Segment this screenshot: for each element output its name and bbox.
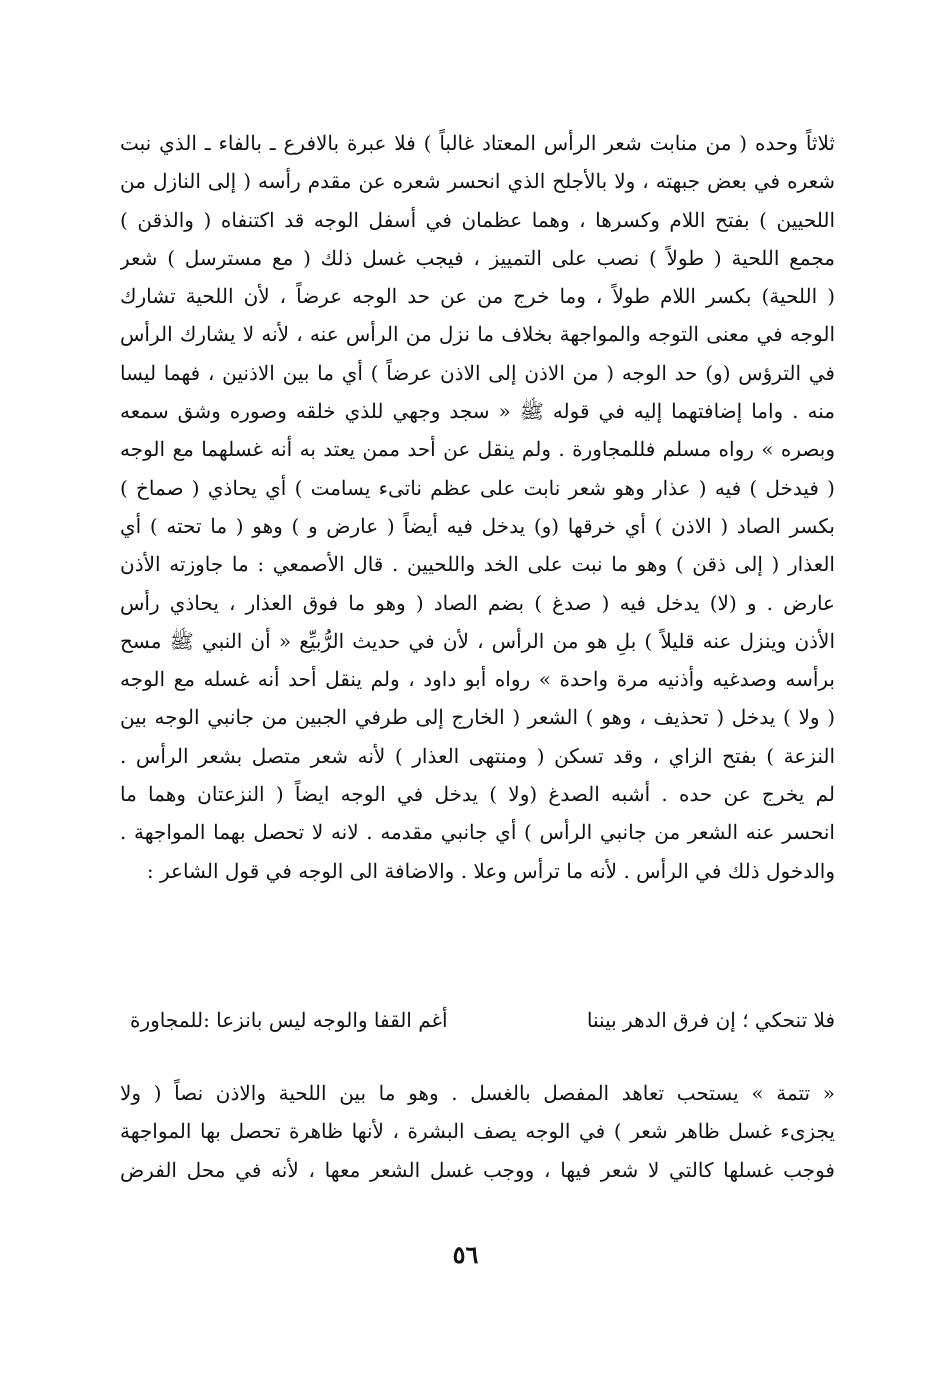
text-line: الأذن وينزل عنه قليلاً ) بلِ هو من الرأس ، لأن في حديث الرُّبيِّع « أن النبي ﷺ مسح (120, 628, 835, 653)
text-line: اللحيين ) بفتح اللام وكسرها ، وهما عظمان في أسفل الوجه قد اكتنفاه ( والذقن ) (120, 207, 835, 232)
text-line: ثلاثاً وحده ( من منابت شعر الرأس المعتاد غالباً ) فلا عبرة بالافرع ـ بالفاء ـ الذي نبت (120, 131, 835, 155)
text-line: شعره في بعض جبهته ، ولا بالأجلح الذي انحسر شعره عن مقدم رأسه ( إلى النازل من (120, 169, 835, 194)
verse-second-hemistich: أغم القفا والوجه ليس بانزعا :للمجاورة (130, 1008, 448, 1032)
poetry-verse (120, 1000, 835, 1040)
text-line: وبصره » رواه مسلم فللمجاورة . ولم ينقل عن أحد ممن يعتد به أنه غسلهما مع الوجه (120, 437, 835, 462)
text-line: العذار ( إلى ذقن ) وهو ما نبت على الخد واللحيين . قال الأصمعي : ما جاوزته الأذن (120, 552, 835, 577)
verse-first-hemistich: فلا تنحكي ؛ إن فرق الدهر بيننا (586, 1008, 835, 1032)
text-line: فوجب غسلها كالتي لا شعر فيها ، ووجب غسل الشعر معها ، لأنه في محل الفرض (120, 1157, 835, 1182)
text-line: والدخول ذلك في الرأس . لأنه ما ترأس وعلا . والاضافة الى الوجه في قول الشاعر : (146, 858, 835, 883)
text-line: يجزىء غسل ظاهر شعر ) في الوجه يصف البشرة ، لأنها ظاهرة تحصل بها المواجهة (120, 1119, 835, 1144)
text-line: لم يخرج عن حده . أشبه الصدغ (ولا ) يدخل في الوجه ايضاً ( النزعتان وهما ما (120, 782, 835, 807)
text-line: عارض . و (لا) يدخل فيه ( صدغ ) بضم الصاد ( وهو ما فوق العذار ، يحاذي رأس (120, 590, 835, 615)
page-number: ٥٦ (452, 1240, 479, 1269)
supplement-paragraph (120, 1074, 835, 1189)
text-line: « تتمة » يستحب تعاهد المفصل بالغسل . وهو ما بين اللحية والاذن نصاً ( ولا (120, 1081, 835, 1105)
text-line: مجمع اللحية ( طولاً ) نصب على التمييز ، فيجب غسل ذلك ( مع مسترسل ) شعر (120, 245, 835, 270)
text-line: الوجه في معنى التوجه والمواجهة بخلاف ما نزل من الرأس عنه ، لأنه لا يشارك الرأس (120, 322, 835, 347)
text-line: بكسر الصاد ( الاذن ) أي خرقها (و) يدخل فيه أيضاً ( عارض و ) وهو ( ما تحته ) أي (120, 513, 835, 538)
text-line: منه . واما إضافتهما إليه في قوله ﷺ « سجد وجهي للذي خلقه وصوره وشق سمعه (120, 399, 835, 424)
text-line: انحسر عنه الشعر من جانبي الرأس ) أي جانبي مقدمه . لانه لا تحصل بهما المواجهة . (120, 820, 835, 845)
text-line: في الترؤس (و) حد الوجه ( من الاذن إلى الاذن عرضاً ) أي ما بين الاذنين ، فهما ليسا (120, 360, 835, 385)
text-line: النزعة ) بفتح الزاي ، وقد تسكن ( ومنتهى العذار ) لأنه شعر متصل بشعر الرأس . (120, 743, 835, 768)
main-paragraph (120, 124, 835, 890)
text-line: برأسه وصدغيه وأذنيه مرة واحدة » رواه أبو داود ، ولم ينقل أحد أنه غسله مع الوجه (120, 667, 835, 692)
text-line: ( ولا ) يدخل ( تحذيف ، وهو ) الشعر ( الخارج إلى طرفي الجبين من جانبي الوجه بين (120, 705, 835, 730)
text-line: ( فيدخل ) فيه ( عذار وهو شعر نابت على عظم ناتىء يسامت ) أي يحاذي ( صماخ ) (120, 475, 835, 500)
text-line: ( اللحية) بكسر اللام طولاً ، وما خرج من عن حد الوجه عرضاً ، لأن اللحية تشارك (120, 284, 835, 309)
